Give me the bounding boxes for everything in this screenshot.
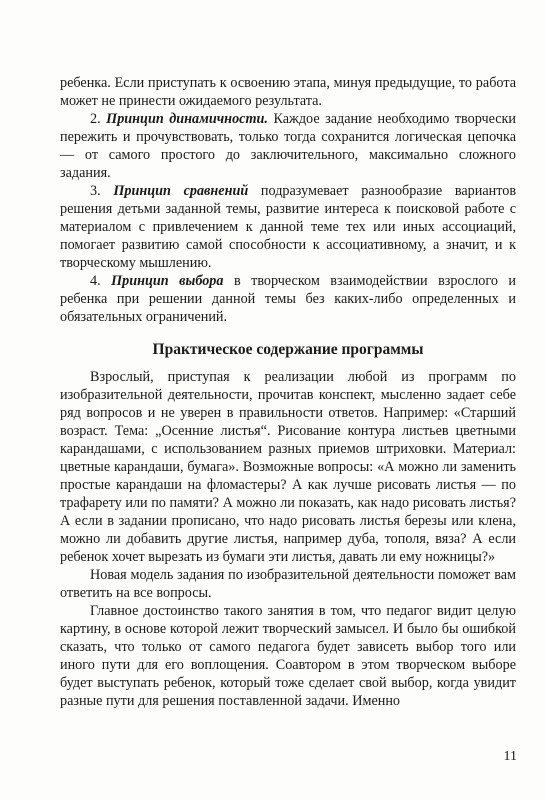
principle-3-paragraph [60,182,516,272]
principle-4-text: в творческом взаимодействии взрослого и ребенка при решении данной темы без каких-либо определенных и обязательных ограничений. [60,273,517,325]
intro-paragraph: ребенка. Если приступать к освоению этапа, минуя предыдущие, то работа может не принести ожидаемого результата. [60,75,516,109]
principle-3-number: 3. [90,183,101,199]
body-paragraph-questions: Взрослый, приступая к реализации любой из программ по изобразительной деятельности, прочитав конспект, мысленно задает себе ряд вопросов и не уверен в правильности ответов. Например: «Старший возраст. Тема: „Осенние листья“. Рисование контура листьев цветными карандашами, с использованием разных приемов штриховки. Материал: цветные карандаши, бумага». Возможные вопросы: «А можно ли заменить простые карандаши на фломастеры? А как лучше рисовать листья — по трафарету или по памяти? А можно ли показать, как надо рисовать листья? А если в задании прописано, что надо рисовать листья березы или клена, можно ли добавить другие листья, например дуба, тополя, вяза? А если ребенок хочет вырезать из бумаги эти листья, давать ли ему ножницы?» [60,369,516,565]
body-paragraph-main-advantage: Главное достоинство такого занятия в том, что педагог видит целую картину, в основе которой лежит творческий замысел. И было бы ошибкой сказать, что только от самого педагога будет зависеть выбор того или иного пути для его воплощения. Соавтором в этом творческом выборе будет выступать ребенок, который тоже сделает свой выбор, когда увидит разные пути для решения поставленной задачи. Именно [60,603,516,709]
principle-4-paragraph [60,272,516,326]
principle-3-text: подразумевает разнообразие вариантов решения детьми заданной темы, развитие интереса к поисковой работе с материалом с привлечением к данной теме тех или иных ассоциаций, помогает развитию самой способности к ассоциативному, а значит, и к творческому мышлению. [60,183,517,271]
page-number: 11 [503,749,517,764]
body-paragraph-new-model: Новая модель задания по изобразительной деятельности поможет вам ответить на все вопросы. [60,567,516,601]
principle-2-text: Каждое задание необходимо творчески пережить и прочувствовать, только тогда сохранится логическая цепочка — от самого простого до заключительного, максимально сложного задания. [60,111,517,181]
principle-4-number: 4. [90,273,101,289]
principle-2-title: Принцип динамичности. [106,111,268,127]
principles-block [60,74,516,326]
section-heading: Практическое содержание программы [152,341,424,358]
principle-3-title: Принцип сравнений [113,183,249,199]
principle-2-number: 2. [90,111,101,127]
principle-4-title: Принцип выбора [111,273,224,289]
body-block [60,368,516,710]
principle-2-paragraph [60,110,516,182]
